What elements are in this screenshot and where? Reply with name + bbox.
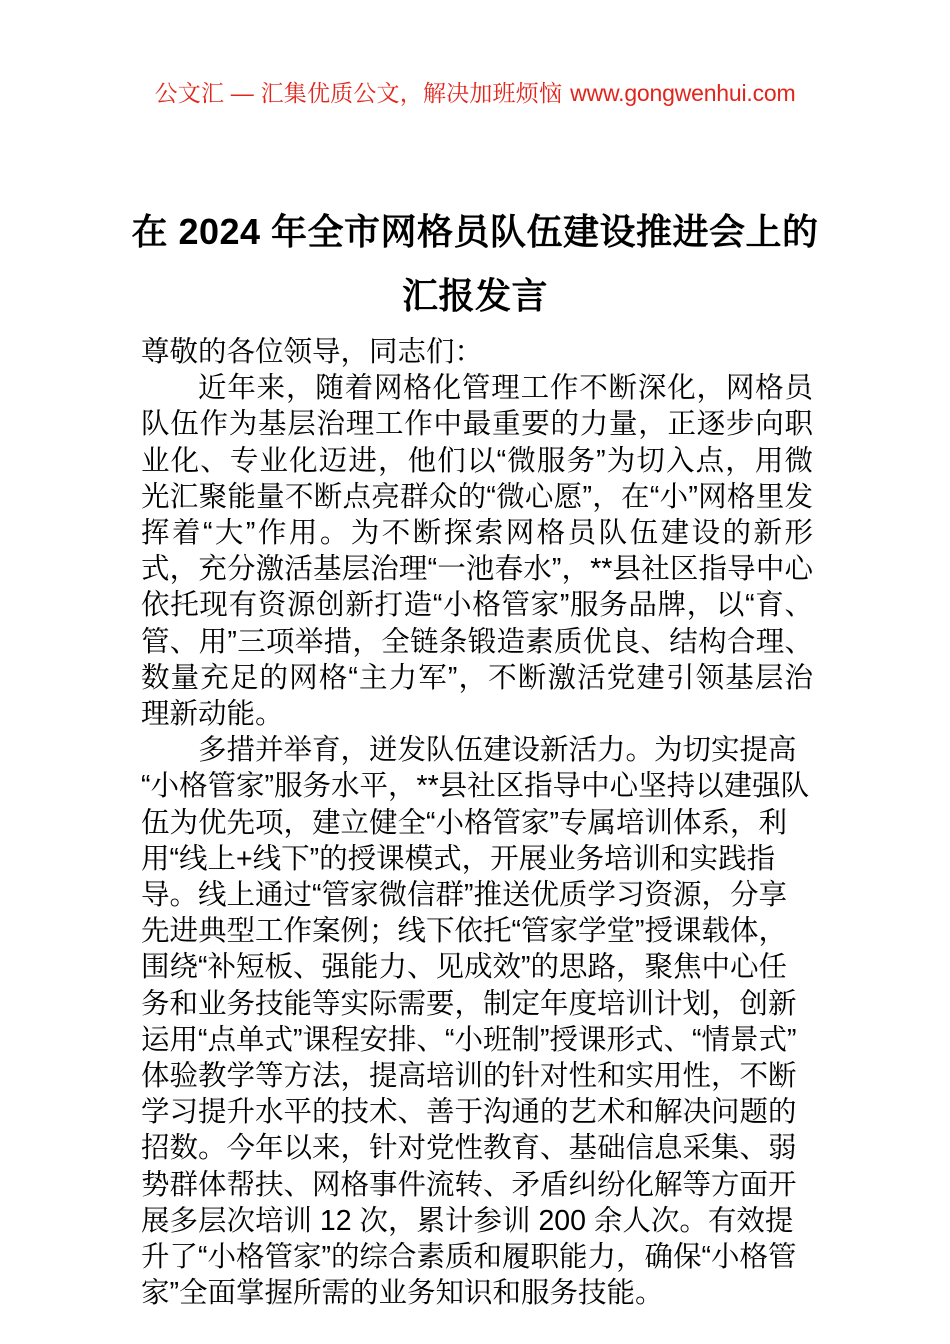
page-title-line-1: 在 2024 年全市网格员队伍建设推进会上的: [131, 211, 819, 253]
page-title-line-2: 汇报发言: [401, 275, 548, 317]
banner-dash-separator: —: [224, 80, 261, 106]
site-brand-name: 公文汇: [154, 80, 225, 106]
body-paragraph-1: 近年来，随着网格化管理工作不断深化，网格员队伍作为基层治理工作中最重要的力量，正逐步向职业化、专业化迈进，他们以“微服务”为切入点，用微光汇聚能量不断点亮群众的“微心愿”，在“小”网格里发挥着“大”作用。为不断探索网格员队伍建设的新形式，充分激活基层治理“一池春水”，**县社区指导中心依托现有资源创新打造“小格管家”服务品牌，以“育、管、用”三项举措，全链条锻造素质优良、结构合理、数量充足的网格“主力军”，不断激活党建引领基层治理新动能。: [141, 372, 813, 731]
site-url: www.gongwenhui.com: [570, 80, 796, 106]
salutation-paragraph: 尊敬的各位领导，同志们：: [141, 336, 484, 368]
site-slogan: 汇集优质公文，解决加班烦恼: [260, 80, 563, 106]
site-watermark-banner: [0, 78, 950, 108]
document-body: [141, 334, 813, 1311]
body-paragraph-2: 多措并举育，迸发队伍建设新活力。为切实提高“小格管家”服务水平，**县社区指导中心坚持以建强队伍为优先项，建立健全“小格管家”专属培训体系，利用“线上+线下”的授课模式，开展业务培训和实践指导。线上通过“管家微信群”推送优质学习资源，分享先进典型工作案例；线下依托“管家学堂”授课载体，围绕“补短板、强能力、见成效”的思路，聚焦中心任务和业务技能等实际需要，制定年度培训计划，创新运用“点单式”课程安排、“小班制”授课形式、“情景式”体验教学等方法，提高培训的针对性和实用性，不断学习提升水平的技术、善于沟通的艺术和解决问题的招数。今年以来，针对党性教育、基础信息采集、弱势群体帮扶、网格事件流转、矛盾纠纷化解等方面开展多层次培训 12 次，累计参训 200 余人次。有效提升了“小格管家”的综合素质和履职能力，确保“小格管家”全面掌握所需的业务知识和服务技能。: [141, 734, 810, 1310]
page-title: [95, 200, 855, 328]
